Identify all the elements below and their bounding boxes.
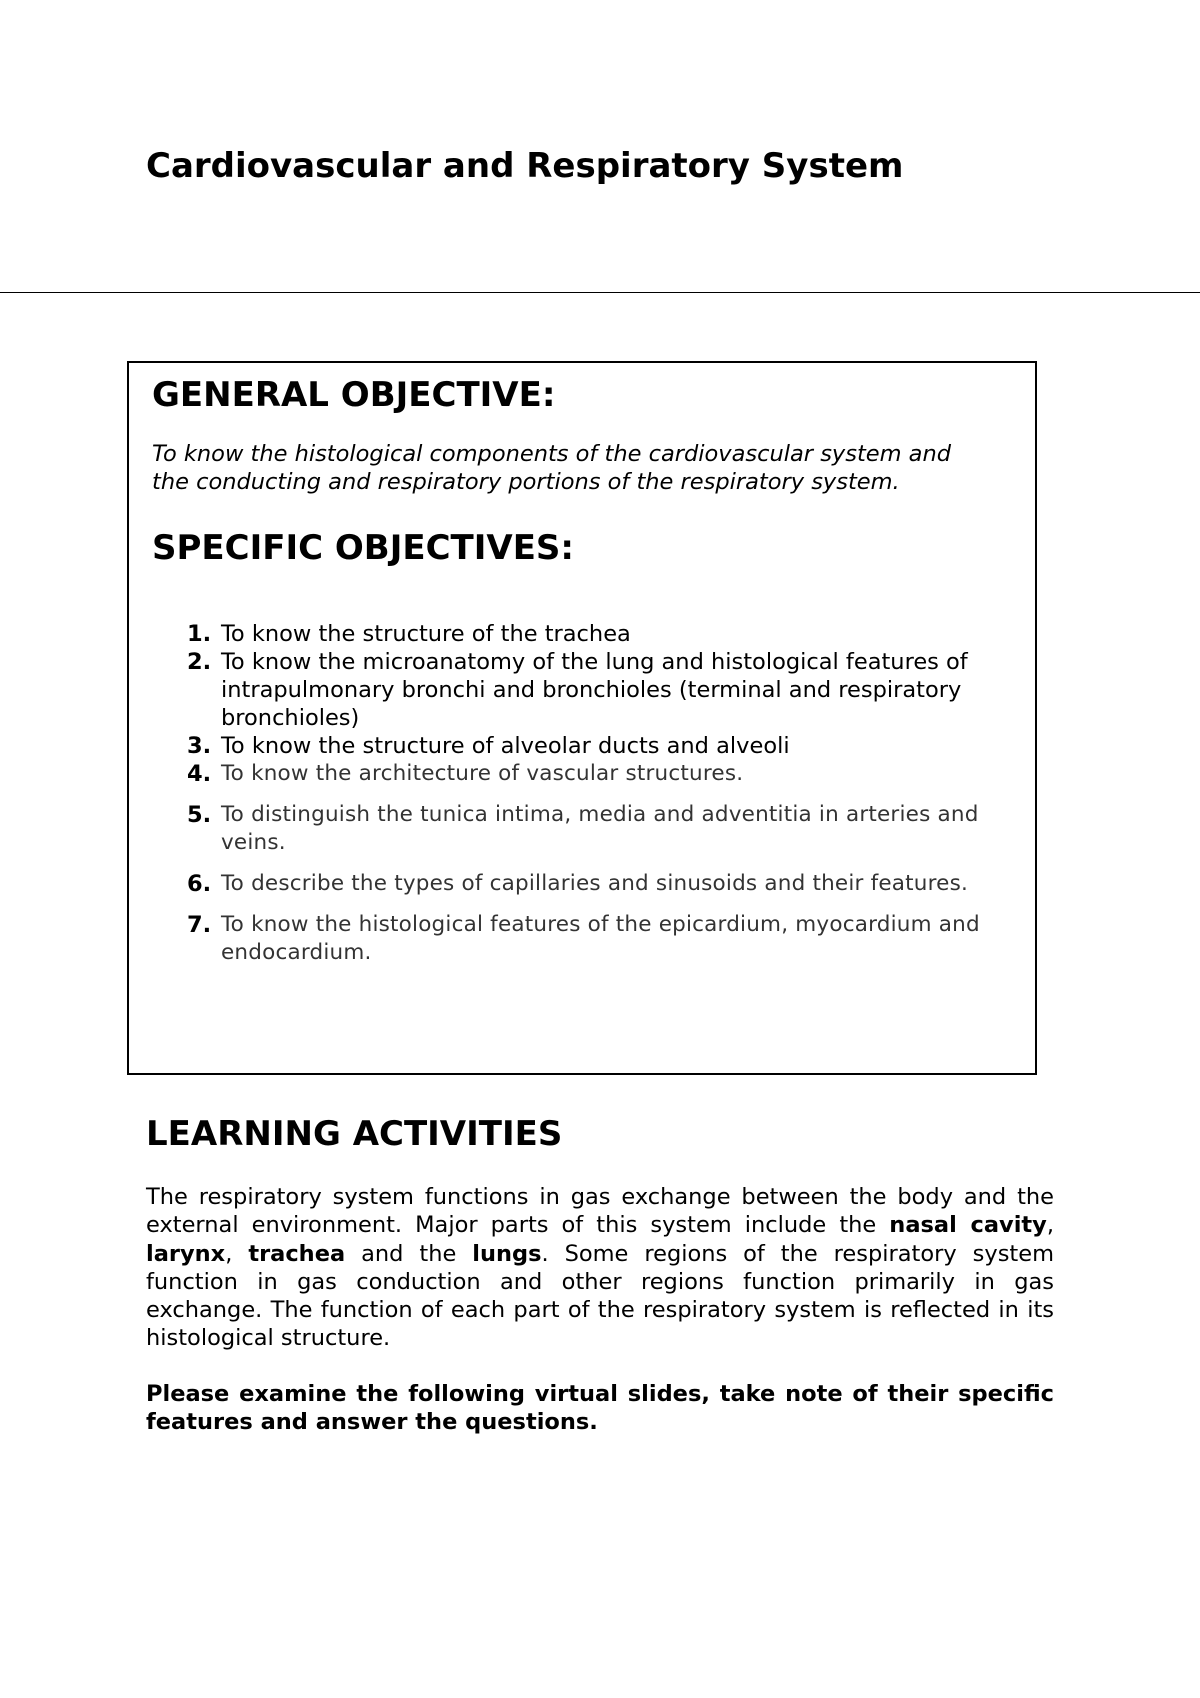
general-objective-line-2: the conducting and respiratory portions of the respiratory system. [152,469,900,495]
learning-intro-paragraph [146,1183,1054,1353]
objective-text: To know the microanatomy of the lung and histological features of intrapulmonary bronchi and bronchioles (terminal and respiratory bronchioles) [221,649,968,731]
objective-number: 6. [187,871,212,897]
objective-item [187,648,1037,732]
intro-text-2: . Some regions of the respiratory system function in gas conduction and other regions function primarily in gas exchange. The function of each part of the respiratory system is reflected in its histological structure. [146,1240,1054,1352]
general-objective-text [152,440,1032,496]
intro-separator-1: , [1046,1212,1054,1239]
objective-text: To know the structure of the trachea [221,621,631,647]
objective-item [187,801,1037,857]
intro-separator-2: , [225,1240,249,1267]
general-objective-line-1: To know the histological components of the cardiovascular system and [152,441,952,467]
instruction-paragraph: Please examine the following virtual slides, take note of their specific features and answer the questions. [146,1381,1054,1436]
objective-item [187,760,1037,788]
term-larynx: larynx [146,1240,226,1267]
objective-text: To describe the types of capillaries and sinusoids and their features. [221,871,969,896]
objective-item [187,911,1037,967]
objectives-box [127,361,1037,1075]
objective-text: To know the histological features of the epicardium, myocardium and endocardium. [221,912,980,965]
objective-item [187,732,1037,760]
intro-text-1: The respiratory system functions in gas exchange between the body and the external environment. Major parts of this system include the [146,1184,1054,1239]
objective-number: 5. [187,802,212,828]
general-objective-heading: GENERAL OBJECTIVE: [152,375,556,415]
objective-number: 4. [187,761,212,787]
objective-text: To distinguish the tunica intima, media and adventitia in arteries and veins. [221,802,979,855]
header-divider [0,292,1200,293]
document-title: Cardiovascular and Respiratory System [146,146,904,186]
objective-text: To know the structure of alveolar ducts and alveoli [221,733,790,759]
objective-item [187,620,1037,648]
objective-number: 7. [187,912,212,938]
objective-item [187,870,1037,898]
specific-objectives-heading: SPECIFIC OBJECTIVES: [152,528,575,568]
objective-number: 1. [187,621,212,647]
term-trachea: trachea [248,1240,346,1267]
term-lungs: lungs [472,1240,542,1267]
objective-number: 2. [187,649,212,675]
objective-text: To know the architecture of vascular structures. [221,761,744,786]
learning-activities-heading: LEARNING ACTIVITIES [146,1114,563,1154]
term-nasal-cavity: nasal cavity [889,1212,1047,1239]
intro-separator-3: and the [345,1240,473,1267]
objective-number: 3. [187,733,212,759]
